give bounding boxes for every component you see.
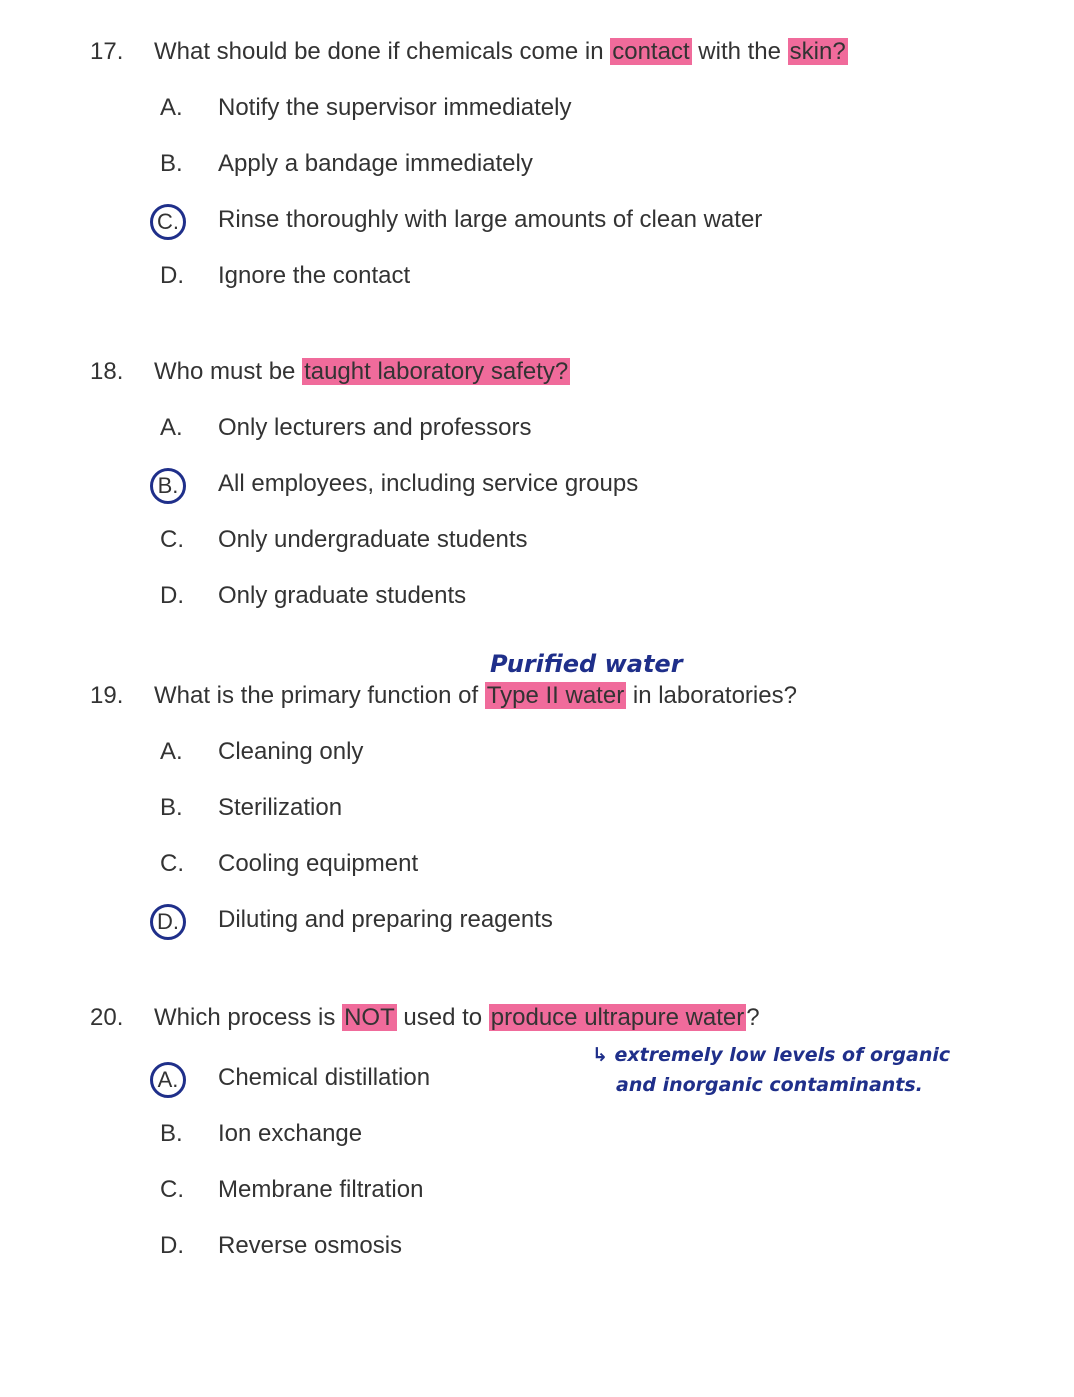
question-text xyxy=(154,32,848,72)
option-text: Only undergraduate students xyxy=(218,526,528,553)
handwritten-note-line-2: and inorganic contaminants. xyxy=(616,1074,923,1096)
option-d[interactable] xyxy=(90,256,1050,296)
option-c[interactable] xyxy=(90,520,1050,560)
option-b[interactable] xyxy=(90,788,1050,828)
stem-part: in laboratories? xyxy=(626,682,797,709)
stem-part: What should be done if chemicals come in xyxy=(154,38,611,65)
option-text: Reverse osmosis xyxy=(218,1232,403,1259)
option-b[interactable] xyxy=(90,144,1050,184)
option-d[interactable] xyxy=(90,576,1050,616)
option-d[interactable] xyxy=(90,900,1050,940)
highlight: Type II water xyxy=(486,682,625,709)
question-stem xyxy=(90,32,1050,72)
option-text: Notify the supervisor immediately xyxy=(218,94,572,121)
option-text: Apply a bandage immediately xyxy=(218,150,533,177)
handwritten-note-purified-water: Purified water xyxy=(490,650,683,678)
question-number: 20. xyxy=(90,1004,124,1031)
highlight: skin? xyxy=(789,38,846,65)
stem-part: What is the primary function of xyxy=(154,682,485,709)
stem-part: Which process is xyxy=(154,1004,343,1031)
circled-answer-mark: B. xyxy=(150,468,186,504)
option-text: Rinse thoroughly with large amounts of clean water xyxy=(218,206,763,233)
option-a[interactable] xyxy=(90,732,1050,772)
option-text: Membrane filtration xyxy=(218,1176,424,1203)
question-number: 19. xyxy=(90,682,124,709)
highlight: produce ultrapure water xyxy=(490,1004,745,1031)
question-19 xyxy=(90,676,1050,940)
question-17 xyxy=(90,32,1050,296)
stem-part: Who must be xyxy=(154,358,303,385)
highlight: NOT xyxy=(344,1004,395,1031)
option-a[interactable] xyxy=(90,408,1050,448)
option-text: All employees, including service groups xyxy=(218,470,639,497)
option-letter: D. xyxy=(160,582,184,609)
option-a[interactable] xyxy=(90,88,1050,128)
question-number: 18. xyxy=(90,358,124,385)
option-c[interactable] xyxy=(90,844,1050,884)
question-18 xyxy=(90,352,1050,616)
option-text: Cooling equipment xyxy=(218,850,419,877)
option-b[interactable] xyxy=(90,1114,1050,1154)
option-d[interactable] xyxy=(90,1226,1050,1266)
option-letter: B. xyxy=(160,150,183,177)
option-letter: C. xyxy=(160,526,184,553)
stem-part: ? xyxy=(746,1004,760,1031)
option-b[interactable] xyxy=(90,464,1050,504)
highlight: taught laboratory safety? xyxy=(304,358,569,385)
option-letter: A. xyxy=(160,94,183,121)
highlight: contact xyxy=(612,38,690,65)
question-text xyxy=(154,352,570,392)
option-text: Diluting and preparing reagents xyxy=(218,906,553,933)
option-text: Ion exchange xyxy=(218,1120,363,1147)
stem-part: used to xyxy=(396,1004,489,1031)
option-text: Sterilization xyxy=(218,794,343,821)
question-text xyxy=(154,676,797,716)
question-text xyxy=(154,998,760,1038)
option-letter: C. xyxy=(160,850,184,877)
option-text: Cleaning only xyxy=(218,738,364,765)
option-text: Chemical distillation xyxy=(218,1064,431,1091)
option-letter: C. xyxy=(160,1176,184,1203)
circled-answer-mark: D. xyxy=(150,904,186,940)
circled-answer-mark: A. xyxy=(150,1062,186,1098)
option-letter: D. xyxy=(160,1232,184,1259)
option-letter: A. xyxy=(160,414,183,441)
option-letter: B. xyxy=(160,1120,183,1147)
question-20 xyxy=(90,998,1050,1266)
handwritten-note-line-1: ↳ extremely low levels of organic xyxy=(592,1044,951,1066)
option-text: Only lecturers and professors xyxy=(218,414,532,441)
option-letter: D. xyxy=(160,262,184,289)
option-letter: B. xyxy=(160,794,183,821)
option-c[interactable] xyxy=(90,1170,1050,1210)
circled-answer-mark: C. xyxy=(150,204,186,240)
question-number: 17. xyxy=(90,38,124,65)
stem-part: with the xyxy=(691,38,788,65)
option-text: Ignore the contact xyxy=(218,262,411,289)
question-stem xyxy=(90,352,1050,392)
question-stem xyxy=(90,676,1050,716)
option-letter: A. xyxy=(160,738,183,765)
question-stem xyxy=(90,998,1050,1038)
option-text: Only graduate students xyxy=(218,582,467,609)
option-c[interactable] xyxy=(90,200,1050,240)
